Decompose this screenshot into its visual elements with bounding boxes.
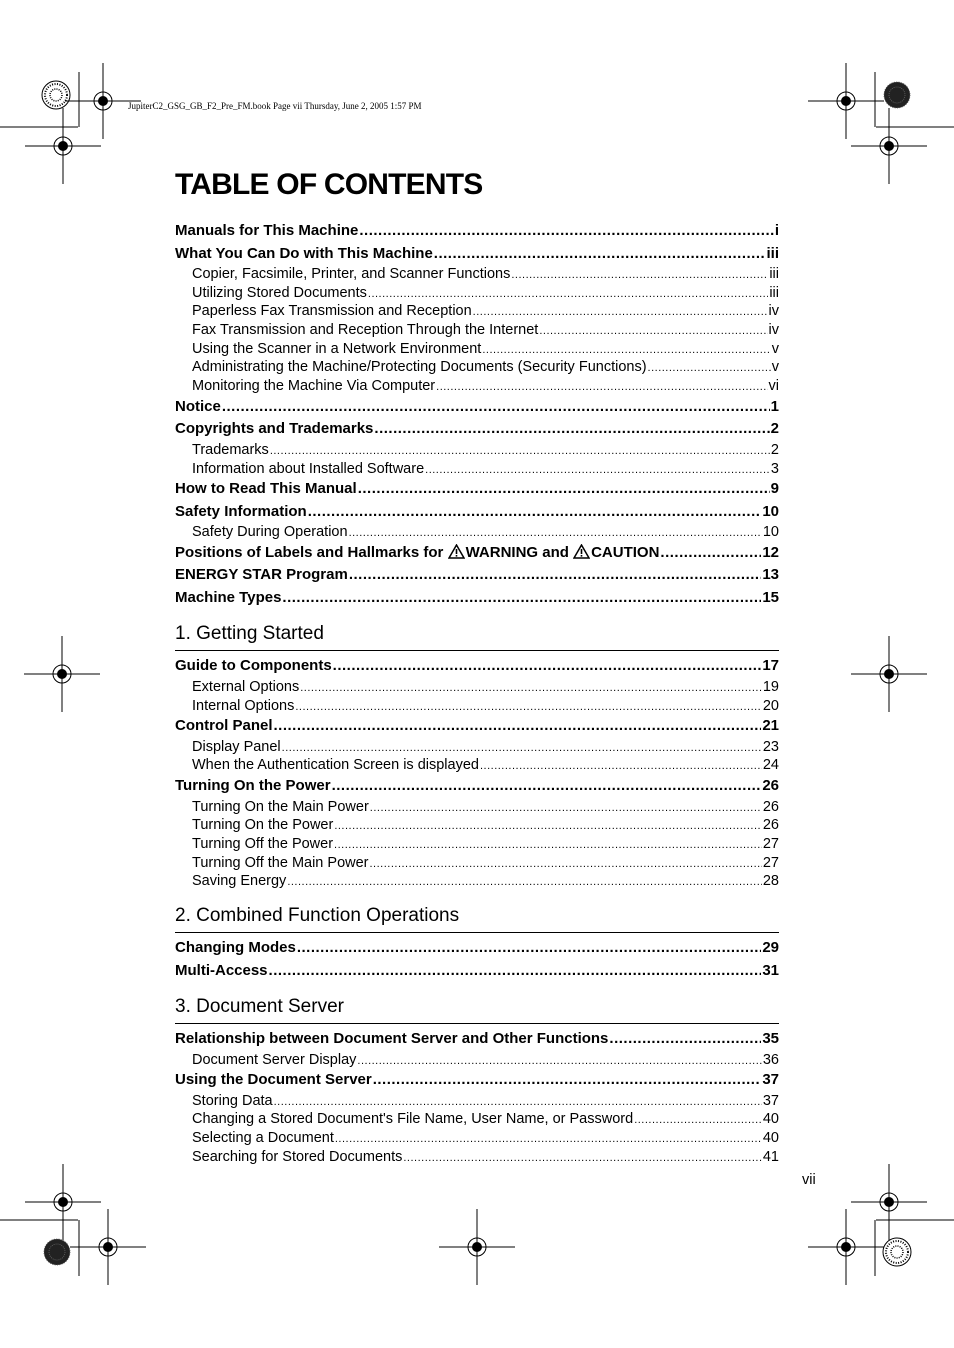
toc-entry-title: Information about Installed Software bbox=[192, 460, 425, 477]
toc-subentry[interactable] bbox=[175, 1129, 779, 1148]
crop-cross-mark bbox=[851, 1164, 927, 1240]
crop-cross-mark bbox=[25, 108, 101, 184]
dot-leader bbox=[357, 1052, 761, 1070]
toc-entry-page: v bbox=[771, 340, 779, 357]
toc-entry-title: ENERGY STAR Program bbox=[175, 566, 348, 584]
crop-cross-mark bbox=[851, 636, 927, 712]
toc-entry[interactable] bbox=[175, 243, 779, 266]
toc-entry[interactable] bbox=[175, 655, 779, 678]
toc-subentry[interactable] bbox=[175, 523, 779, 542]
toc-entry[interactable] bbox=[175, 478, 779, 501]
page-number: vii bbox=[802, 1172, 816, 1188]
toc-entry-title: Utilizing Stored Documents bbox=[192, 284, 367, 301]
toc-entry-page: 2 bbox=[770, 441, 779, 458]
dot-leader bbox=[222, 396, 770, 419]
rosette-mark bbox=[44, 1239, 70, 1265]
dot-leader bbox=[297, 937, 761, 960]
dot-leader bbox=[480, 757, 762, 775]
toc-entry-title: Changing a Stored Document's File Name, User Name, or Password bbox=[192, 1111, 634, 1128]
toc-entry-title: How to Read This Manual bbox=[175, 480, 357, 498]
dot-leader bbox=[425, 461, 770, 479]
toc-entry-page: 13 bbox=[762, 566, 779, 584]
toc-subentry[interactable] bbox=[175, 265, 779, 284]
dot-leader bbox=[332, 775, 762, 798]
chapter-heading[interactable]: 3. Document Server bbox=[175, 982, 779, 1024]
toc-entry-title: Saving Energy bbox=[192, 873, 287, 890]
dot-leader bbox=[539, 322, 767, 340]
toc-subentry[interactable] bbox=[175, 1110, 779, 1129]
chapter-section bbox=[175, 982, 779, 1166]
toc-entry-page: 10 bbox=[762, 524, 779, 541]
dot-leader bbox=[308, 501, 762, 524]
page-title: TABLE OF CONTENTS bbox=[175, 168, 483, 201]
toc-entry[interactable] bbox=[175, 1028, 779, 1051]
dot-leader bbox=[333, 655, 762, 678]
toc-entry-title: Manuals for This Machine bbox=[175, 222, 359, 239]
crop-cross-mark bbox=[808, 63, 884, 139]
toc-subentry[interactable] bbox=[175, 460, 779, 479]
toc-entry-page: 27 bbox=[762, 854, 779, 871]
toc-entry[interactable] bbox=[175, 220, 779, 243]
toc-entry-page: 21 bbox=[762, 717, 779, 735]
toc-entry-page: 24 bbox=[762, 757, 779, 774]
front-matter-entries-2 bbox=[175, 564, 779, 609]
dot-leader bbox=[473, 303, 768, 321]
warning-triangle-icon bbox=[448, 544, 465, 559]
toc-entry-page: 40 bbox=[762, 1111, 779, 1128]
dot-leader bbox=[274, 715, 762, 738]
toc-entry-page: iii bbox=[766, 244, 779, 262]
dot-leader bbox=[335, 1130, 762, 1148]
toc-entry-title: Internal Options bbox=[192, 697, 295, 714]
toc-entry-title: Trademarks bbox=[192, 441, 269, 458]
toc-entry-page: vi bbox=[768, 378, 779, 395]
crop-cross-mark bbox=[808, 1209, 884, 1285]
dot-leader bbox=[300, 679, 762, 697]
toc-entry-title: Fax Transmission and Reception Through the Internet bbox=[192, 322, 539, 339]
toc-entry-page: 2 bbox=[770, 420, 779, 438]
toc-subentry[interactable] bbox=[175, 1092, 779, 1111]
toc-entry-page: 26 bbox=[762, 777, 779, 795]
rosette-mark bbox=[883, 1238, 911, 1266]
toc-entry[interactable] bbox=[175, 396, 779, 419]
dot-leader bbox=[634, 1111, 762, 1129]
dot-leader bbox=[295, 698, 761, 716]
toc-entry-page: 15 bbox=[762, 588, 779, 606]
toc-entry-page: iii bbox=[769, 266, 779, 282]
toc-entry-page: 37 bbox=[762, 1071, 779, 1089]
chapter-heading[interactable]: 1. Getting Started bbox=[175, 609, 779, 651]
dot-leader bbox=[511, 266, 768, 284]
toc-entry-title: External Options bbox=[192, 678, 300, 695]
toc-entry-title: Searching for Stored Documents bbox=[192, 1148, 403, 1165]
toc-entry-title: Turning On the Power bbox=[192, 817, 334, 834]
dot-leader bbox=[368, 285, 768, 303]
toc-entry-page: 26 bbox=[762, 798, 779, 815]
toc-subentry[interactable] bbox=[175, 321, 779, 340]
toc-entry-title: Safety Information bbox=[175, 502, 307, 520]
toc-entry-title: Changing Modes bbox=[175, 939, 296, 957]
toc-entry[interactable] bbox=[175, 715, 779, 738]
dot-leader bbox=[434, 243, 766, 266]
dot-leader bbox=[609, 1028, 761, 1051]
dot-leader bbox=[648, 359, 771, 377]
toc-entry-page: 3 bbox=[770, 460, 779, 477]
toc-entry-title: Selecting a Document bbox=[192, 1130, 334, 1147]
chapter-section bbox=[175, 609, 779, 891]
toc-entry-page: 19 bbox=[762, 678, 779, 695]
toc-entry-title: Notice bbox=[175, 397, 221, 415]
toc-entry-title: When the Authentication Screen is displayed bbox=[192, 757, 479, 774]
toc-entry-title: Administrating the Machine/Protecting Documents (Security Functions) bbox=[192, 359, 647, 376]
toc-subentry[interactable] bbox=[175, 872, 779, 891]
dot-leader bbox=[358, 478, 770, 501]
dot-leader bbox=[334, 836, 762, 854]
toc-entry-page: 12 bbox=[762, 543, 779, 561]
toc-subentry[interactable] bbox=[175, 798, 779, 817]
toc-entry-page: iii bbox=[769, 284, 779, 301]
toc-entry-title: Multi-Access bbox=[175, 961, 268, 979]
toc-entry-title: Relationship between Document Server and Other Functions bbox=[175, 1030, 609, 1048]
caution-triangle-icon bbox=[573, 544, 590, 559]
toc-entry-page: 36 bbox=[762, 1051, 779, 1068]
dot-leader bbox=[374, 418, 769, 441]
toc-entry-page: 28 bbox=[762, 873, 779, 890]
dot-leader bbox=[282, 587, 761, 610]
toc-entry-page: 41 bbox=[762, 1148, 779, 1165]
toc-subentry[interactable] bbox=[175, 377, 779, 396]
front-matter-entries bbox=[175, 220, 779, 542]
toc-entry[interactable] bbox=[175, 775, 779, 798]
toc-entry-title: Using the Scanner in a Network Environment bbox=[192, 340, 482, 357]
toc-entry-page: 40 bbox=[762, 1130, 779, 1147]
toc-subentry[interactable] bbox=[175, 835, 779, 854]
toc-entry-page: 35 bbox=[762, 1030, 779, 1048]
toc-entry-title: Copyrights and Trademarks bbox=[175, 420, 374, 438]
toc-entry-title: Control Panel bbox=[175, 717, 273, 735]
toc-entry-page: 26 bbox=[762, 817, 779, 834]
toc-entry-page: 37 bbox=[762, 1092, 779, 1109]
toc-entry-page: 29 bbox=[762, 939, 779, 957]
crop-cross-mark bbox=[25, 1164, 101, 1240]
toc-entry-page: 10 bbox=[762, 502, 779, 520]
dot-leader bbox=[436, 378, 767, 396]
dot-leader bbox=[274, 1093, 762, 1111]
toc-entry-title: Machine Types bbox=[175, 588, 282, 606]
toc-subentry[interactable] bbox=[175, 358, 779, 377]
toc-entry-page: 23 bbox=[762, 738, 779, 755]
toc-subentry[interactable] bbox=[175, 816, 779, 835]
toc-subentry[interactable] bbox=[175, 738, 779, 757]
toc-subentry[interactable] bbox=[175, 284, 779, 303]
toc-entry-title: Copier, Facsimile, Printer, and Scanner Functions bbox=[192, 266, 511, 282]
dot-leader bbox=[660, 542, 761, 565]
toc-entry[interactable] bbox=[175, 960, 779, 983]
toc-entry-page: 1 bbox=[770, 397, 779, 415]
toc-subentry[interactable] bbox=[175, 340, 779, 359]
toc-entry-title: Display Panel bbox=[192, 738, 281, 755]
toc-entry-title: Monitoring the Machine Via Computer bbox=[192, 378, 436, 395]
toc-subentry[interactable] bbox=[175, 756, 779, 775]
toc-subentry[interactable] bbox=[175, 697, 779, 716]
dot-leader bbox=[482, 341, 770, 359]
rosette-mark bbox=[42, 81, 70, 109]
toc-entry-labels-hallmarks[interactable] bbox=[175, 542, 779, 565]
crop-cross-mark bbox=[851, 108, 927, 184]
toc-entry-title: Turning Off the Power bbox=[192, 836, 334, 852]
chapters bbox=[175, 609, 779, 1166]
toc-entry-page: iv bbox=[768, 303, 779, 320]
dot-leader bbox=[282, 739, 762, 757]
toc-entry[interactable] bbox=[175, 587, 779, 610]
toc-subentry[interactable] bbox=[175, 441, 779, 460]
toc-entry[interactable] bbox=[175, 937, 779, 960]
table-of-contents bbox=[175, 220, 779, 1167]
dot-leader bbox=[269, 960, 762, 983]
print-header: JupiterC2_GSG_GB_F2_Pre_FM.book Page vii Thursday, June 2, 2005 1:57 PM bbox=[128, 101, 422, 111]
toc-subentry[interactable] bbox=[175, 678, 779, 697]
toc-subentry[interactable] bbox=[175, 302, 779, 321]
crop-cross-mark bbox=[24, 636, 100, 712]
dot-leader bbox=[349, 564, 761, 587]
toc-entry-title: Using the Document Server bbox=[175, 1071, 372, 1089]
toc-entry-title: Turning On the Main Power bbox=[192, 798, 369, 815]
toc-entry[interactable] bbox=[175, 501, 779, 524]
dot-leader bbox=[403, 1149, 762, 1167]
toc-entry-page: 9 bbox=[770, 480, 779, 498]
toc-entry[interactable] bbox=[175, 418, 779, 441]
dot-leader bbox=[349, 524, 762, 542]
toc-entry-title: Paperless Fax Transmission and Reception bbox=[192, 303, 472, 320]
rosette-mark bbox=[884, 82, 910, 108]
toc-entry-page: 20 bbox=[762, 697, 779, 714]
crop-cross-mark bbox=[70, 1209, 146, 1285]
dot-leader bbox=[334, 817, 762, 835]
toc-entry-title: Guide to Components bbox=[175, 657, 332, 675]
crop-cross-mark bbox=[439, 1209, 515, 1285]
dot-leader bbox=[373, 1069, 762, 1092]
toc-entry-page: v bbox=[771, 359, 779, 376]
toc-entry-title: Turning On the Power bbox=[175, 777, 331, 795]
toc-entry[interactable] bbox=[175, 564, 779, 587]
toc-entry-title: Turning Off the Main Power bbox=[192, 854, 369, 871]
toc-subentry[interactable] bbox=[175, 1148, 779, 1167]
toc-entry-title: Positions of Labels and Hallmarks for WARNING and CAUTION bbox=[175, 543, 660, 561]
dot-leader bbox=[359, 220, 773, 243]
toc-entry-page: i bbox=[774, 222, 779, 239]
dot-leader bbox=[270, 442, 770, 460]
chapter-section bbox=[175, 891, 779, 982]
dot-leader bbox=[370, 799, 762, 817]
toc-entry-page: 17 bbox=[762, 657, 779, 675]
toc-entry[interactable] bbox=[175, 1069, 779, 1092]
toc-entry-page: iv bbox=[768, 322, 779, 339]
dot-leader bbox=[287, 873, 762, 891]
toc-entry-page: 27 bbox=[762, 836, 779, 852]
toc-entry-title: Safety During Operation bbox=[192, 524, 348, 541]
toc-entry-title: Storing Data bbox=[192, 1092, 273, 1109]
toc-entry-page: 31 bbox=[762, 961, 779, 979]
dot-leader bbox=[370, 855, 762, 873]
toc-entry-title: What You Can Do with This Machine bbox=[175, 244, 433, 262]
toc-subentry[interactable] bbox=[175, 1051, 779, 1070]
toc-entry-title: Document Server Display bbox=[192, 1051, 357, 1068]
toc-subentry[interactable] bbox=[175, 854, 779, 873]
chapter-heading[interactable]: 2. Combined Function Operations bbox=[175, 891, 779, 933]
